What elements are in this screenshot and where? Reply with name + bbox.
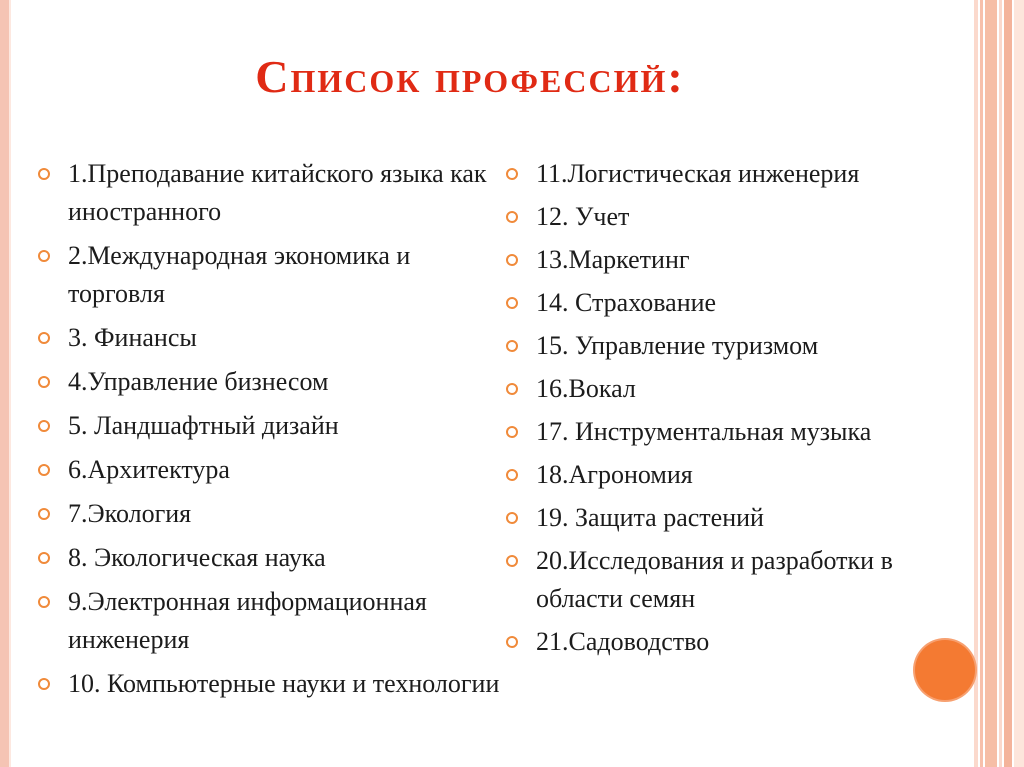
right-stripe-5 xyxy=(1004,0,1012,767)
list-item xyxy=(38,539,508,577)
list-item-text: 5. Ландшафтный дизайн xyxy=(68,411,339,440)
list-item xyxy=(38,583,508,659)
list-item xyxy=(38,407,508,445)
ring-bullet-icon xyxy=(38,552,50,564)
list-item xyxy=(38,319,508,357)
left-border-stripe-inner xyxy=(9,0,11,767)
list-item xyxy=(38,495,508,533)
list-item xyxy=(506,456,976,494)
list-item-text: 21.Садоводство xyxy=(536,627,710,656)
ring-bullet-icon xyxy=(506,211,518,223)
decorative-orange-circle-icon xyxy=(915,640,975,700)
ring-bullet-icon xyxy=(506,469,518,481)
list-item-text: 4.Управление бизнесом xyxy=(68,367,329,396)
list-item xyxy=(506,155,976,193)
list-item-text: 19. Защита растений xyxy=(536,503,764,532)
ring-bullet-icon xyxy=(38,420,50,432)
ring-bullet-icon xyxy=(38,250,50,262)
list-item xyxy=(506,623,976,661)
professions-list-left xyxy=(38,155,508,709)
list-item-text: 1.Преподавание китайского языка как иностранного xyxy=(68,159,487,226)
list-item-text: 10. Компьютерные науки и технологии xyxy=(68,669,500,698)
ring-bullet-icon xyxy=(506,636,518,648)
list-item-text: 15. Управление туризмом xyxy=(536,331,819,360)
list-item-text: 8. Экологическая наука xyxy=(68,543,326,572)
ring-bullet-icon xyxy=(506,168,518,180)
ring-bullet-icon xyxy=(506,254,518,266)
list-item-text: 11.Логистическая инженерия xyxy=(536,159,860,188)
ring-bullet-icon xyxy=(38,332,50,344)
list-item xyxy=(506,413,976,451)
list-item-text: 3. Финансы xyxy=(68,323,197,352)
list-item xyxy=(506,198,976,236)
list-item-text: 20.Исследования и разработки в области семян xyxy=(536,546,893,613)
list-item xyxy=(38,237,508,313)
ring-bullet-icon xyxy=(506,340,518,352)
list-item-text: 9.Электронная информационная инженерия xyxy=(68,587,427,654)
ring-bullet-icon xyxy=(506,512,518,524)
right-stripe-4 xyxy=(999,0,1002,767)
list-item xyxy=(506,284,976,322)
list-item-text: 7.Экология xyxy=(68,499,192,528)
ring-bullet-icon xyxy=(38,168,50,180)
list-item xyxy=(506,542,976,618)
list-item-text: 2.Международная экономика и торговля xyxy=(68,241,411,308)
right-stripe-6 xyxy=(1014,0,1024,767)
list-item-text: 17. Инструментальная музыка xyxy=(536,417,872,446)
ring-bullet-icon xyxy=(38,376,50,388)
ring-bullet-icon xyxy=(38,508,50,520)
slide-title: Список профессий: xyxy=(255,51,685,102)
right-stripe-2 xyxy=(980,0,983,767)
professions-list-right xyxy=(506,155,976,666)
right-stripe-3 xyxy=(985,0,997,767)
list-item-text: 13.Маркетинг xyxy=(536,245,690,274)
list-item xyxy=(38,665,508,703)
ring-bullet-icon xyxy=(38,596,50,608)
list-item-text: 6.Архитектура xyxy=(68,455,230,484)
ring-bullet-icon xyxy=(38,464,50,476)
right-border-stripes xyxy=(974,0,1024,767)
list-item xyxy=(38,155,508,231)
list-item xyxy=(506,241,976,279)
ring-bullet-icon xyxy=(506,426,518,438)
list-item-text: 12. Учет xyxy=(536,202,630,231)
list-item xyxy=(38,451,508,489)
ring-bullet-icon xyxy=(38,678,50,690)
list-item-text: 14. Страхование xyxy=(536,288,717,317)
list-item xyxy=(506,327,976,365)
list-item xyxy=(506,499,976,537)
list-item xyxy=(506,370,976,408)
ring-bullet-icon xyxy=(506,383,518,395)
ring-bullet-icon xyxy=(506,555,518,567)
list-item-text: 16.Вокал xyxy=(536,374,636,403)
left-border-stripe xyxy=(0,0,9,767)
list-item xyxy=(38,363,508,401)
ring-bullet-icon xyxy=(506,297,518,309)
list-item-text: 18.Агрономия xyxy=(536,460,693,489)
